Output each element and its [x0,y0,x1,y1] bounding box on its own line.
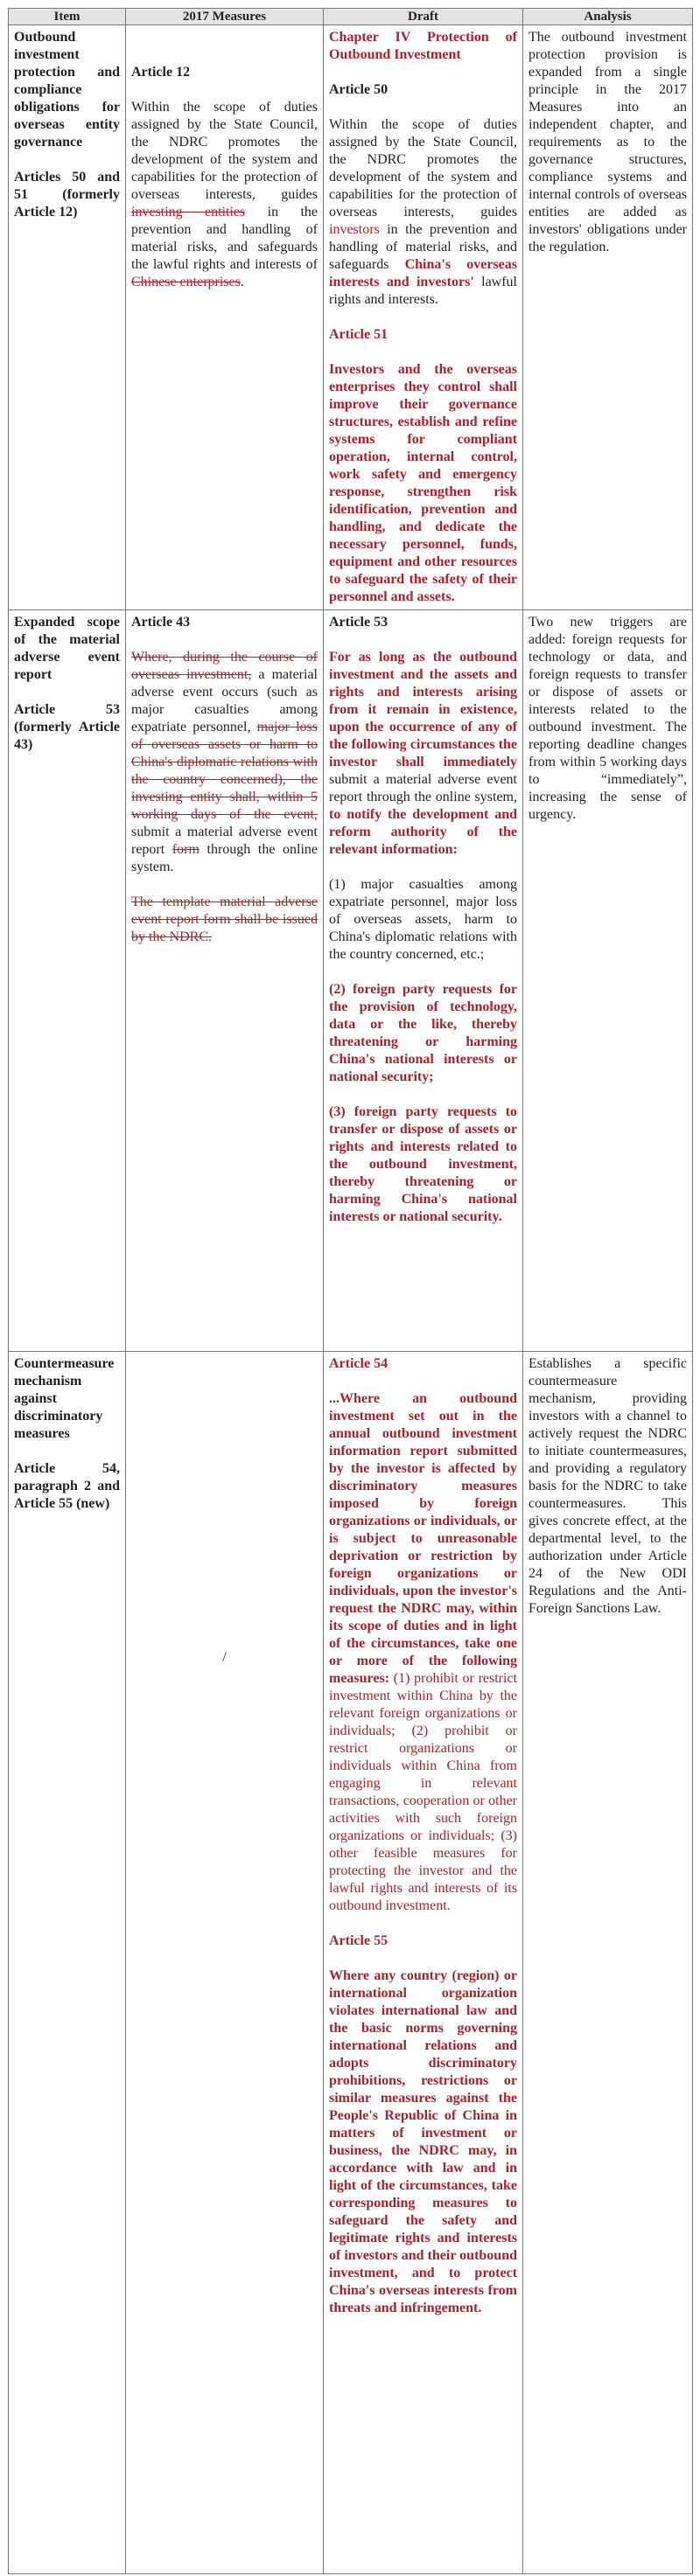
measures-2017-cell [126,25,324,610]
article-heading: Article 51 [329,327,388,342]
item-cell [9,25,126,610]
deleted-text: Chinese enterprises [131,275,241,289]
text-span: a material adverse event occurs (such as major casualties among expatriate personnel, [131,667,318,735]
added-text: to notify the development and reform authority of the relevant information: [329,807,517,857]
deleted-text: Where, during the course of overseas investment, [131,650,318,682]
item-title: Outbound investment protection and compliance obligations for overseas entity governance [14,30,120,150]
measures-2017-cell [126,610,324,1352]
table-row [9,610,693,1352]
comparison-table [8,8,693,2574]
item-articles: Article 54, paragraph 2 and Article 55 (new) [14,1461,120,1511]
article-heading: Article 50 [329,82,388,97]
added-text: For as long as the outbound investment and the assets and rights and interests arising from it remain in existence, upon the occurrence of any of the following circumstances the investor shall immediately [329,650,517,769]
added-text: China's overseas interests and investors' [329,257,517,289]
header-item: Item [9,9,126,25]
article-heading: Article 12 [131,65,191,80]
header-draft: Draft [324,9,523,25]
article-heading: Article 54 [329,1356,388,1371]
article-text [131,649,318,876]
article-heading: Article 43 [131,615,191,630]
measures-2017-cell [126,1352,324,2574]
draft-cell [324,1352,523,2574]
article-text [329,1390,517,1915]
item-articles: Article 53 (formerly Article 43) [14,702,120,752]
text-span: . [240,275,244,289]
header-analysis: Analysis [523,9,693,25]
text-span: in the prevention and handling of material risks, and safeguards the lawful rights and interests of [131,205,318,272]
analysis-cell [523,610,693,1352]
text-span: lawful rights and interests. [329,275,517,307]
analysis-text: Two new triggers are added: foreign requests for technology or data, and foreign requests to transfer or dispose of assets or interests related to the outbound investment. The reporting deadline changes from within 5 working days to “immediately”, increasing the sense of urgency. [528,615,687,822]
header-row [9,9,693,25]
item-cell [9,1352,126,2574]
item-title: Expanded scope of the material adverse event report [14,615,120,682]
text-span: in the prevention and handling of material risks, and safeguards [329,222,517,272]
deleted-text: form [172,842,200,857]
draft-cell [324,25,523,610]
not-applicable-mark: / [222,1650,227,1665]
deleted-text: investing entities [131,205,246,219]
header-2017-measures: 2017 Measures [126,9,324,25]
list-item: (2) foreign party requests for the provision of technology, data or the like, thereby threatening or harming China's national interests or national security; [329,982,517,1084]
list-item: (3) foreign party requests to transfer or dispose of assets or rights and interests related to the outbound investment, thereby threatening or harming China's national interests or national security. [329,1104,517,1224]
text-span: submit a material adverse event report through the online system, [329,772,517,804]
deleted-text: The template material adverse event report form shall be issued by the NDRC. [131,895,318,944]
item-articles: Articles 50 and 51 (formerly Article 12) [14,170,120,219]
item-cell [9,610,126,1352]
item-title: Countermeasure mechanism against discriminatory measures [14,1356,115,1441]
added-text: (1) prohibit or restrict investment within China by the relevant foreign organizations or individuals; (2) prohibit or restrict organizations or individuals within China from engaging in relevant transactions, cooperation or other activities with such foreign organizations or individuals; (3) other feasible measures for protecting the investor and the lawful rights and interests of its outbound investment. [329,1671,517,1913]
added-text: investors [329,222,380,237]
article-heading: Article 55 [329,1933,388,1948]
added-article-text: Where any country (region) or international organization violates international law and the basic norms governing international relations and adopts discriminatory prohibitions, restrictions or similar measures against the People's Republic of China in matters of investment or business, the NDRC may, in accordance with law and in light of the circumstances, take corresponding measures to safeguard the safety and legitimate rights and interests of investors and their outbound investment, and to protect China's overseas interests from threats and infringement. [329,1968,517,2315]
article-text [131,99,318,291]
article-text [329,116,517,309]
text-span: through the online system. [131,842,318,874]
text-span: submit a material adverse event report [131,825,318,857]
list-item: (1) major casualties among expatriate personnel, major loss of overseas assets, harm to China's diplomatic relations with the country concerned, etc.; [329,877,517,962]
chapter-heading: Chapter IV Protection of Outbound Investment [329,30,517,62]
table-row [9,1352,693,2574]
article-text [329,649,517,859]
analysis-text: Establishes a specific countermeasure mechanism, providing investors with a channel to actively request the NDRC to initiate countermeasures, and providing a regulatory basis for the NDRC to take countermeasures. This gives concrete effect, at the departmental level, to the authorization under Article 24 of the New ODI Regulations and the Anti-Foreign Sanctions Law. [528,1356,687,1616]
added-text: ...Where an outbound investment set out in the annual outbound investment information report submitted by the investor is affected by discriminatory measures imposed by foreign organizations or individuals, or is subject to unreasonable deprivation or restriction by foreign organizations or individuals, upon the investor's request the NDRC may, within its scope of duties and in light of the circumstances, take one or more of the following measures: [329,1391,517,1686]
analysis-cell [523,25,693,610]
text-span: Within the scope of duties assigned by the State Council, the NDRC promotes the development of the system and capabilities for the protection of overseas interests, guides [131,100,318,202]
draft-cell [324,610,523,1352]
deleted-text: major loss of overseas assets or harm to China's diplomatic relations with the country concerned), the investing entity shall, within 5 working days of the event, [131,720,318,822]
analysis-text: The outbound investment protection provision is expanded from a single principle in the 2017 Measures into an independent chapter, and requirements as to the governance structures, compliance systems and internal controls of overseas entities are added as investors' obligations under the regulation. [528,30,687,254]
added-article-text: Investors and the overseas enterprises they control shall improve their governance structures, establish and refine systems for compliant operation, internal control, work safety and emergency response, strengthen risk identification, prevention and handling, and dedicate the necessary personnel, funds, equipment and other resources to safeguard the safety of their personnel and assets. [329,362,517,604]
text-span: Within the scope of duties assigned by the State Council, the NDRC promotes the development of the system and capabilities for the protection of overseas interests, guides [329,117,517,219]
analysis-cell [523,1352,693,2574]
table-row [9,25,693,610]
article-heading: Article 53 [329,615,388,630]
